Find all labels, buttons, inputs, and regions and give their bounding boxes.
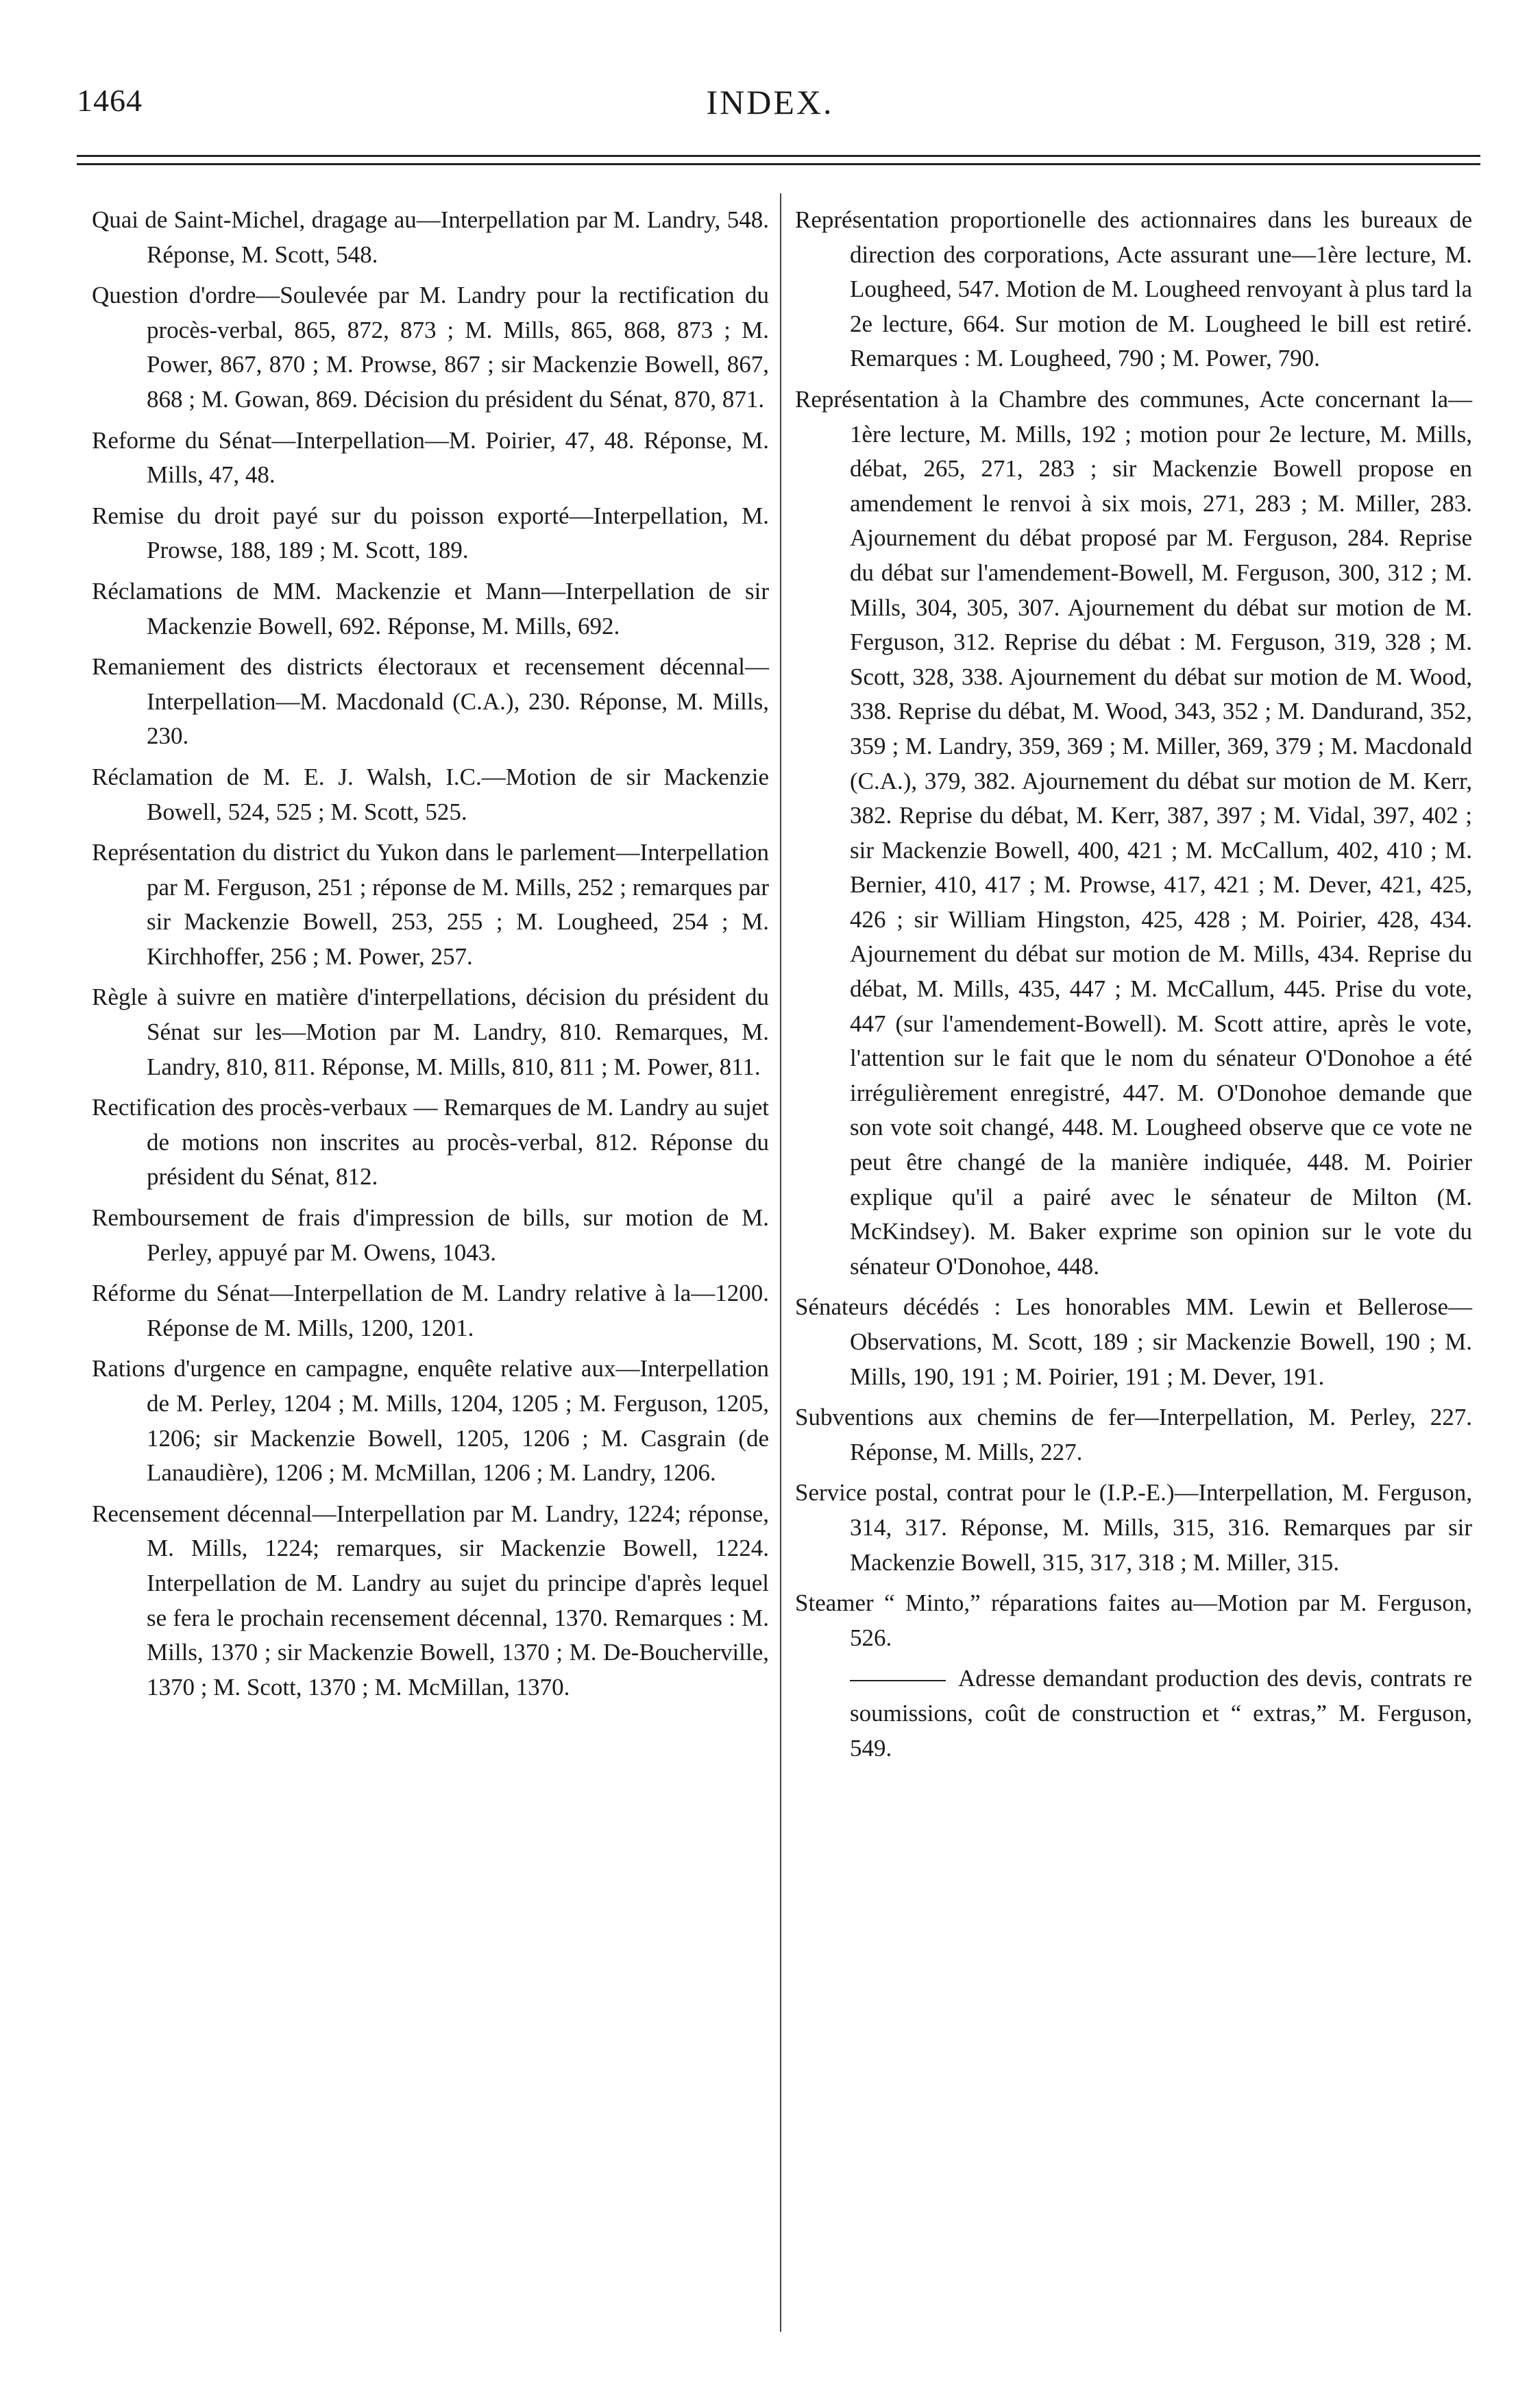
index-entry: Réclamation de M. E. J. Walsh, I.C.—Motion de sir Mackenzie Bowell, 524, 525 ; M. Scott, 525.: [92, 763, 769, 825]
index-entry: Quai de Saint-Michel, dragage au—Interpellation par M. Landry, 548. Réponse, M. Scott, 548.: [92, 206, 769, 268]
header-rule-bottom: [77, 163, 1480, 165]
index-entry-continued: [795, 1661, 1472, 1766]
index-entry: Subventions aux chemins de fer—Interpellation, M. Perley, 227. Réponse, M. Mills, 227.: [795, 1404, 1472, 1465]
index-entry: Question d'ordre—Soulevée par M. Landry pour la rectification du procès-verbal, 865, 872, 873 ; M. Mills, 865, 868, 873 ; M. Power, 867, 870 ; M. Prowse, 867 ; sir Mackenzie Bowell, 867, 868 ; M. Gowan, 869. Décision du président du Sénat, 870, 871.: [92, 282, 769, 413]
index-entry: Réforme du Sénat—Interpellation de M. Landry relative à la—1200. Réponse de M. Mills, 1200, 1201.: [92, 1280, 769, 1341]
left-column: [92, 203, 769, 1711]
column-divider: [780, 193, 781, 2332]
right-column: [795, 203, 1472, 1772]
index-entry: Rectification des procès-verbaux — Remarques de M. Landry au sujet de motions non inscrites au procès-verbal, 812. Réponse du président du Sénat, 812.: [92, 1094, 769, 1191]
header-rule-top: [77, 155, 1480, 157]
index-entry: Recensement décennal—Interpellation par M. Landry, 1224; réponse, M. Mills, 1224; remarques, sir Mackenzie Bowell, 1224. Interpellation de M. Landry au sujet du principe d'après lequel se fera le prochain recensement décennal, 1370. Remarques : M. Mills, 1370 ; sir Mackenzie Bowell, 1370 ; M. De-Boucherville, 1370 ; M. Scott, 1370 ; M. McMillan, 1370.: [92, 1500, 769, 1701]
index-entry: Reforme du Sénat—Interpellation—M. Poirier, 47, 48. Réponse, M. Mills, 47, 48.: [92, 426, 769, 489]
index-entry: Service postal, contrat pour le (I.P.-E.)—Interpellation, M. Ferguson, 314, 317. Réponse, M. Mills, 315, 316. Remarques par sir Mackenzie Bowell, 315, 317, 318 ; M. Miller, 315.: [795, 1479, 1472, 1576]
index-entry: Remaniement des districts électoraux et recensement décennal—Interpellation—M. Macdonald (C.A.), 230. Réponse, M. Mills, 230.: [92, 653, 769, 750]
index-entry-continued-text: Adresse demandant production des devis, contrats re soumissions, coût de construction et “ extras,” M. Ferguson, 549.: [850, 1665, 1472, 1762]
index-entry: Rations d'urgence en campagne, enquête relative aux—Interpellation de M. Perley, 1204 ; M. Mills, 1204, 1205 ; M. Ferguson, 1205, 1206; sir Mackenzie Bowell, 1205, 1206 ; M. Casgrain (de Lanaudière), 1206 ; M. McMillan, 1206 ; M. Landry, 1206.: [92, 1355, 769, 1487]
index-entry: Règle à suivre en matière d'interpellations, décision du président du Sénat sur les—Motion par M. Landry, 810. Remarques, M. Landry, 810, 811. Réponse, M. Mills, 810, 811 ; M. Power, 811.: [92, 984, 769, 1080]
index-entry: Steamer “ Minto,” réparations faites au—Motion par M. Ferguson, 526.: [795, 1589, 1472, 1651]
index-entry: Remise du droit payé sur du poisson exporté—Interpellation, M. Prowse, 188, 189 ; M. Scott, 189.: [92, 502, 769, 564]
index-entry: Représentation proportionelle des actionnaires dans les bureaux de direction des corporations, Acte assurant une—1ère lecture, M. Lougheed, 547. Motion de M. Lougheed renvoyant à plus tard la 2e lecture, 664. Sur motion de M. Lougheed le bill est retiré. Remarques : M. Lougheed, 790 ; M. Power, 790.: [795, 206, 1472, 372]
index-entry: Sénateurs décédés : Les honorables MM. Lewin et Bellerose—Observations, M. Scott, 189 ; sir Mackenzie Bowell, 190 ; M. Mills, 190, 191 ; M. Poirier, 191 ; M. Dever, 191.: [795, 1293, 1472, 1390]
ditto-dash: [850, 1680, 946, 1681]
index-entry: Remboursement de frais d'impression de bills, sur motion de M. Perley, appuyé par M. Owens, 1043.: [92, 1204, 769, 1266]
index-entry: Réclamations de MM. Mackenzie et Mann—Interpellation de sir Mackenzie Bowell, 692. Réponse, M. Mills, 692.: [92, 577, 769, 639]
page-title: INDEX.: [706, 83, 834, 121]
page-number: 1464: [77, 83, 143, 118]
index-entry: Représentation du district du Yukon dans le parlement—Interpellation par M. Ferguson, 251 ; réponse de M. Mills, 252 ; remarques par sir Mackenzie Bowell, 253, 255 ; M. Lougheed, 254 ; M. Kirchhoffer, 256 ; M. Power, 257.: [92, 839, 769, 970]
index-entry: Représentation à la Chambre des communes, Acte concernant la—1ère lecture, M. Mills, 192 ; motion pour 2e lecture, M. Mills, débat, 265, 271, 283 ; sir Mackenzie Bowell propose en amendement le renvoi à six mois, 271, 283 ; M. Miller, 283. Ajournement du débat proposé par M. Ferguson, 284. Reprise du débat sur l'amendement-Bowell, M. Ferguson, 300, 312 ; M. Mills, 304, 305, 307. Ajournement du débat sur motion de M. Ferguson, 312. Reprise du débat : M. Ferguson, 319, 328 ; M. Scott, 328, 338. Ajournement du débat sur motion de M. Wood, 338. Reprise du débat, M. Wood, 343, 352 ; M. Dandurand, 352, 359 ; M. Landry, 359, 369 ; M. Miller, 369, 379 ; M. Macdonald (C.A.), 379, 382. Ajournement du débat sur motion de M. Kerr, 382. Reprise du débat, M. Kerr, 387, 397 ; M. Vidal, 397, 402 ; sir Mackenzie Bowell, 400, 421 ; M. McCallum, 402, 410 ; M. Bernier, 410, 417 ; M. Prowse, 417, 421 ; M. Dever, 421, 425, 426 ; sir William Hingston, 425, 428 ; M. Poirier, 428, 434. Ajournement du débat sur motion de M. Mills, 434. Reprise du débat, M. Mills, 435, 447 ; M. McCallum, 445. Prise du vote, 447 (sur l'amendement-Bowell). M. Scott attire, après le vote, l'attention sur le fait que le nom du sénateur O'Donohoe a été irrégulièrement enregistré, 447. M. O'Donohoe demande que son vote soit changé, 448. M. Lougheed observe que ce vote ne peut être changé de la manière indiquée, 448. M. Poirier explique qu'il a pairé avec le sénateur de Milton (M. McKindsey). M. Baker exprime son opinion sur le vote du sénateur O'Donohoe, 448.: [795, 385, 1472, 1280]
